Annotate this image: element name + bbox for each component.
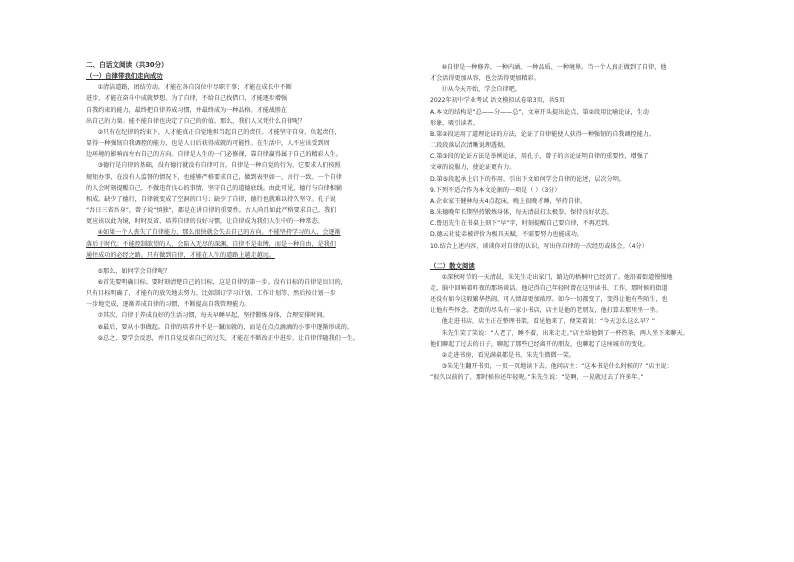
question-10: 10.结合上述内容，谈谈你对自律的认识，写出你自律的一次经历或体会。（4分） — [430, 242, 648, 250]
paragraph-line: ③朱先生翻开书页，一页一页地读下去。他问店主：“这本书是什么时候的？”店主说： — [441, 363, 673, 371]
question-line: ⑦其次，自律于养成良好的生活习惯，每天早睡早起，坚持锻炼身体，合理安排时间。 — [97, 312, 329, 320]
paragraph-line: ⑩自律是一种修养、一种内涵、一种品质、一种境界。当一个人真正做到了自律，他 — [441, 64, 667, 71]
page-header: 2022年初中学业考试 语文模拟试卷第3页，共5页 — [430, 97, 565, 105]
option-line: B.第②段运用了道理论证的方法，论证了自律能使人获得一种强韧的自我调控能力。 — [430, 130, 655, 138]
paragraph-line: “很久以前的了，那时候你还年轻呢。”朱先生说：“是啊，一晃就过去了许多年。” — [430, 374, 644, 382]
paragraph-line: ②走进书房，看见满桌都是书，朱先生微微一笑。 — [441, 351, 576, 359]
paragraph-line: 才会活得更加从容，也会活得更加精彩。 — [430, 75, 540, 83]
option-line: D.德云社徒弟被评价为极具天赋，不需要努力也能成功。 — [430, 231, 583, 239]
paragraph-line: “吾日三省吾身”，曾子说“慎独”，都是在讲自律的重要性。古人尚且如此严格要求自己，我们 — [86, 207, 337, 215]
question-line: ⑥首先要明确目标。要时刻清楚自己的目标，这是自律的第一步。没有目标的自律是盲目的， — [97, 278, 347, 286]
article2-title: （二）散文阅读 — [430, 261, 475, 270]
left-column — [86, 60, 411, 344]
paragraph-line: 的人会时刻提醒自己，不做违背良心的事情，坚守自己的道德底线。由此可见，德行与自律相辅 — [86, 184, 342, 192]
paragraph-line: 通往成功的必经之路。只有做到自律，才能在人生的道路上越走越远。 — [86, 251, 275, 259]
paragraph-line: ①深秋时节的一天清晨，朱先生走出家门，路边的梧桐叶已经黄了。他沿着街道慢慢地 — [441, 273, 673, 281]
paragraph-line: ②只有在纪律的约束下，人才能真正自觉地担当起自己的责任。才能坚守自身，负起责任， — [97, 128, 341, 136]
paragraph-line: 他们聊起了过去的日子，聊起了那些已经离开的朋友，也聊起了这座城市的变化。 — [430, 340, 650, 348]
paragraph-line: ④如果一个人丧失了自律能力，那么很快就会失去自己的方向。不能坚持学习的人，会逐渐 — [97, 229, 341, 237]
paragraph-line: 自我约束的能力，最终把自律养成习惯，并最终成为一种品格。才能战胜在 — [86, 106, 288, 114]
question-line: ⑨总之，要学会反思，并且自觉反省自己的过失，才能在不断改正中进步，让自律伴随我们一生。 — [97, 334, 359, 342]
paragraph-line: ⑪从今天开始，学会自律吧。 — [441, 86, 521, 94]
paragraph-line: ①清洁道路，团结劳动。才能在各自岗位中尽职干事；才能在成长中不断 — [97, 84, 292, 92]
paragraph-line: 进步，才能在奋斗中成就梦想。为了自律，不给自己找借口，才能逐步增强 — [86, 95, 288, 103]
article-body — [86, 82, 411, 261]
section-heading: 二、白话文阅读（共30分） — [86, 61, 168, 69]
option-line: 二段段落层次清晰说理透彻。 — [430, 142, 510, 150]
option-line: D.第⑤段起承上启下的作用，引出下文如何学会自律的论述，层次分明。 — [430, 175, 625, 183]
option-line: 文章的说服力，使论证更有力。 — [430, 164, 516, 172]
paragraph-line: 更应该以此为镜，时时反省，培养自律的良好习惯，让自律成为我们人生中的一种常态。 — [86, 218, 324, 226]
paragraph-line: 出自己的力量。能不能自律也决定了自己的价值。那么，我们人又凭什么自律呢？ — [86, 117, 306, 125]
article-title: （一）自律带我们走向成功 — [86, 72, 163, 81]
question-line: ⑤那么，如何学会自律呢？ — [97, 267, 171, 275]
right-column — [430, 62, 758, 383]
paragraph-line: 落后于时代；不能控制欲望的人，会陷入无尽的深渊。自律不是束缚，而是一种自由，是我们 — [86, 240, 336, 248]
paragraph-line: 边环境的影响而左右自己的方向。自律是人生的一门必修课，靠自律赢得属于自己的精彩人生。 — [86, 151, 342, 159]
paragraph-line: ③德行是自律的基础，没有德行就没有自律可言。自律是一种自觉的行为，它要求人们按照 — [97, 162, 341, 170]
paragraph-line: 规矩办事，在没有人监督的情况下，也能够严格要求自己，做到表里如一，言行一致。一个自律 — [86, 173, 342, 181]
question-9: 9.下列不适合作为本文论据的一项是（ ）（3分） — [430, 186, 561, 194]
question-line: ⑧最后，要从小事做起。自律的培养并不是一蹴而就的，而是在点点滴滴的小事中逐渐形成的。 — [97, 323, 353, 331]
question-section — [86, 266, 411, 344]
paragraph-line: 让他有些怀念。老街的尽头有一家小书店，店主是他的老朋友，他打算去那里坐一坐。 — [430, 307, 662, 315]
paragraph-line: 走，脑中回响着昨夜的那场谈话。他记得自己年轻时曾在这里读书、工作，那时候的街道 — [430, 284, 668, 292]
option-line: C.鲁迅先生在书桌上刻下“早”字，时刻提醒自己要自律，不再迟到。 — [430, 220, 614, 228]
option-line: 形象，吸引读者。 — [430, 119, 479, 127]
question-line: 一步地完成，逐渐养成自律的习惯，不断提高自我管理能力。 — [86, 301, 251, 309]
option-line: A.企业家王健林每天4点起床，晚上很晚才睡，坚持自律。 — [430, 197, 587, 205]
paragraph-line: 显得一种强韧自我调控的能力，也是人日后获得成就的可能性。在生活中，人不应该受到周 — [86, 140, 330, 148]
paragraph-line: 他走进书店，店主正在整理书架，看见他来了，便笑着说：“今天怎么这么早？” — [441, 318, 656, 326]
option-line: C.第③段的论证方法是举例论证，用孔子、曾子的言论证明自律的重要性，增强了 — [430, 153, 649, 161]
option-line: B.朱德晚年长期坚持锻炼身体，每天清晨打太极拳，保持良好状态。 — [430, 209, 613, 217]
paragraph-line: 还没有如今这般繁华热闹，可人情却更加浓厚。如今一切都变了，变得让他有些陌生，也 — [430, 296, 668, 304]
option-line: A.本文的结构是“总——分——总”，文章开头提出论点，第②段用比喻论证，生动 — [430, 108, 649, 116]
paragraph-line: 相成。缺少了德行，自律就变成了空洞的口号；缺少了自律，德行也就难以持久坚守。孔子说 — [86, 195, 336, 203]
question-line: 只有目标明确了，才能有的放矢地去努力。比如制订学习计划、工作计划等，然后按计划一步 — [86, 290, 336, 298]
paragraph-line: 朱先生笑了笑说：“人老了，睡不着，出来走走。”店主给他倒了一杯热茶，两人坐下来聊天。 — [441, 329, 689, 337]
